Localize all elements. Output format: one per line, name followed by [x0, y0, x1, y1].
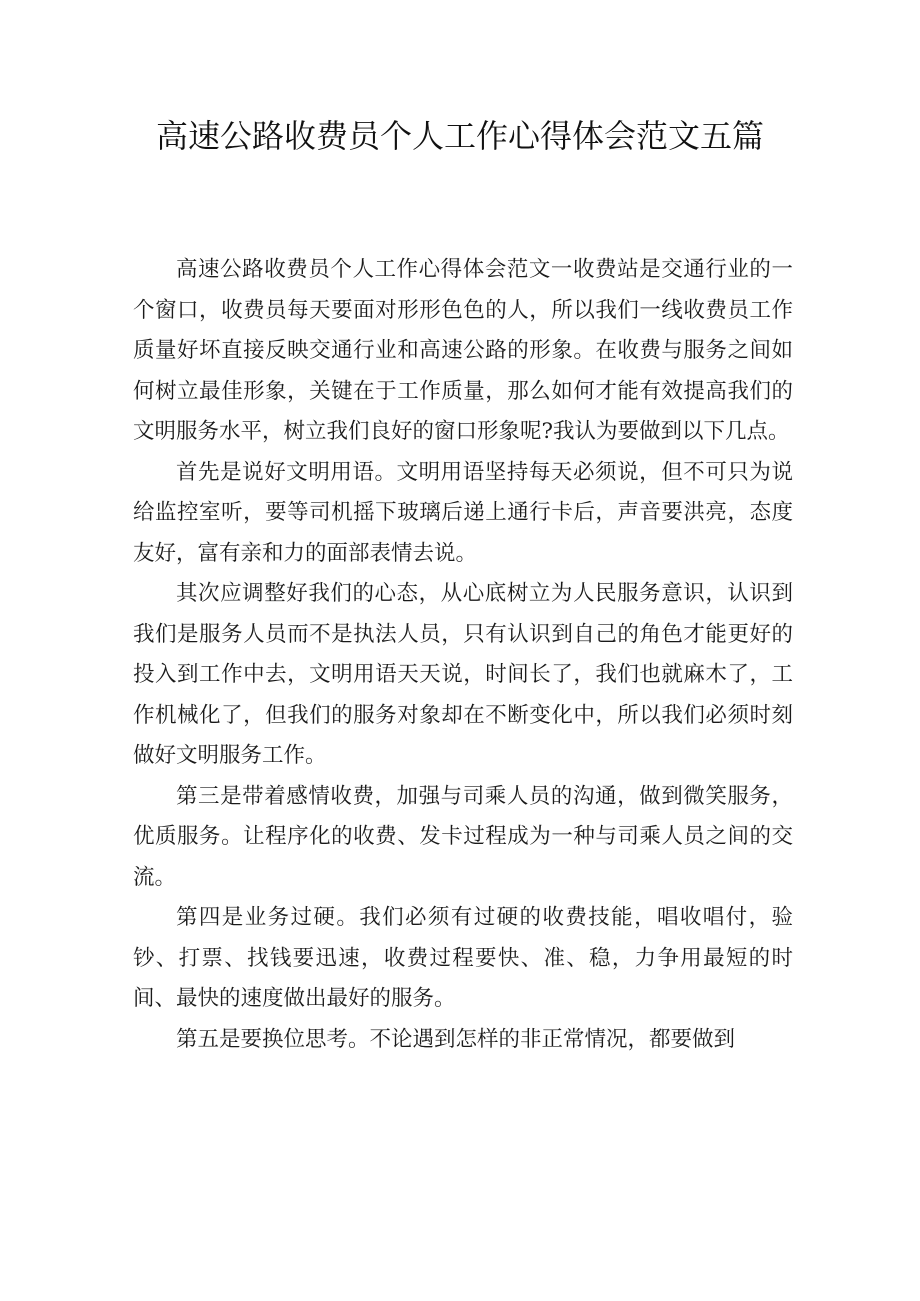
paragraph-1: 高速公路收费员个人工作心得体会范文一收费站是交通行业的一个窗口，收费员每天要面对形形色色的人，所以我们一线收费员工作质量好坏直接反映交通行业和高速公路的形象。在收费与服务之间如何树立最佳形象，关键在于工作质量，那么如何才能有效提高我们的文明服务水平，树立我们良好的窗口形象呢?我认为要做到以下几点。 [133, 257, 793, 444]
paragraph-6: 第五是要换位思考。不论遇到怎样的非正常情况，都要做到 [176, 1026, 736, 1052]
paragraph-3: 其次应调整好我们的心态，从心底树立为人民服务意识，认识到我们是服务人员而不是执法人员，只有认识到自己的角色才能更好的投入到工作中去，文明用语天天说，时间长了，我们也就麻木了，工作机械化了，但我们的服务对象却在不断变化中，所以我们必须时刻做好文明服务工作。 [133, 581, 793, 768]
document-title: 高速公路收费员个人工作心得体会范文五篇 [155, 117, 764, 155]
paragraph-2: 首先是说好文明用语。文明用语坚持每天必须说，但不可只为说给监控室听，要等司机摇下玻璃后递上通行卡后，声音要洪亮，态度友好，富有亲和力的面部表情去说。 [133, 459, 793, 566]
paragraph-4: 第三是带着感情收费，加强与司乘人员的沟通，做到微笑服务，优质服务。让程序化的收费、发卡过程成为一种与司乘人员之间的交流。 [133, 783, 793, 890]
document-body [133, 250, 793, 1060]
paragraph-5: 第四是业务过硬。我们必须有过硬的收费技能，唱收唱付，验钞、打票、找钱要迅速，收费过程要快、准、稳，力争用最短的时间、最快的速度做出最好的服务。 [133, 905, 793, 1011]
